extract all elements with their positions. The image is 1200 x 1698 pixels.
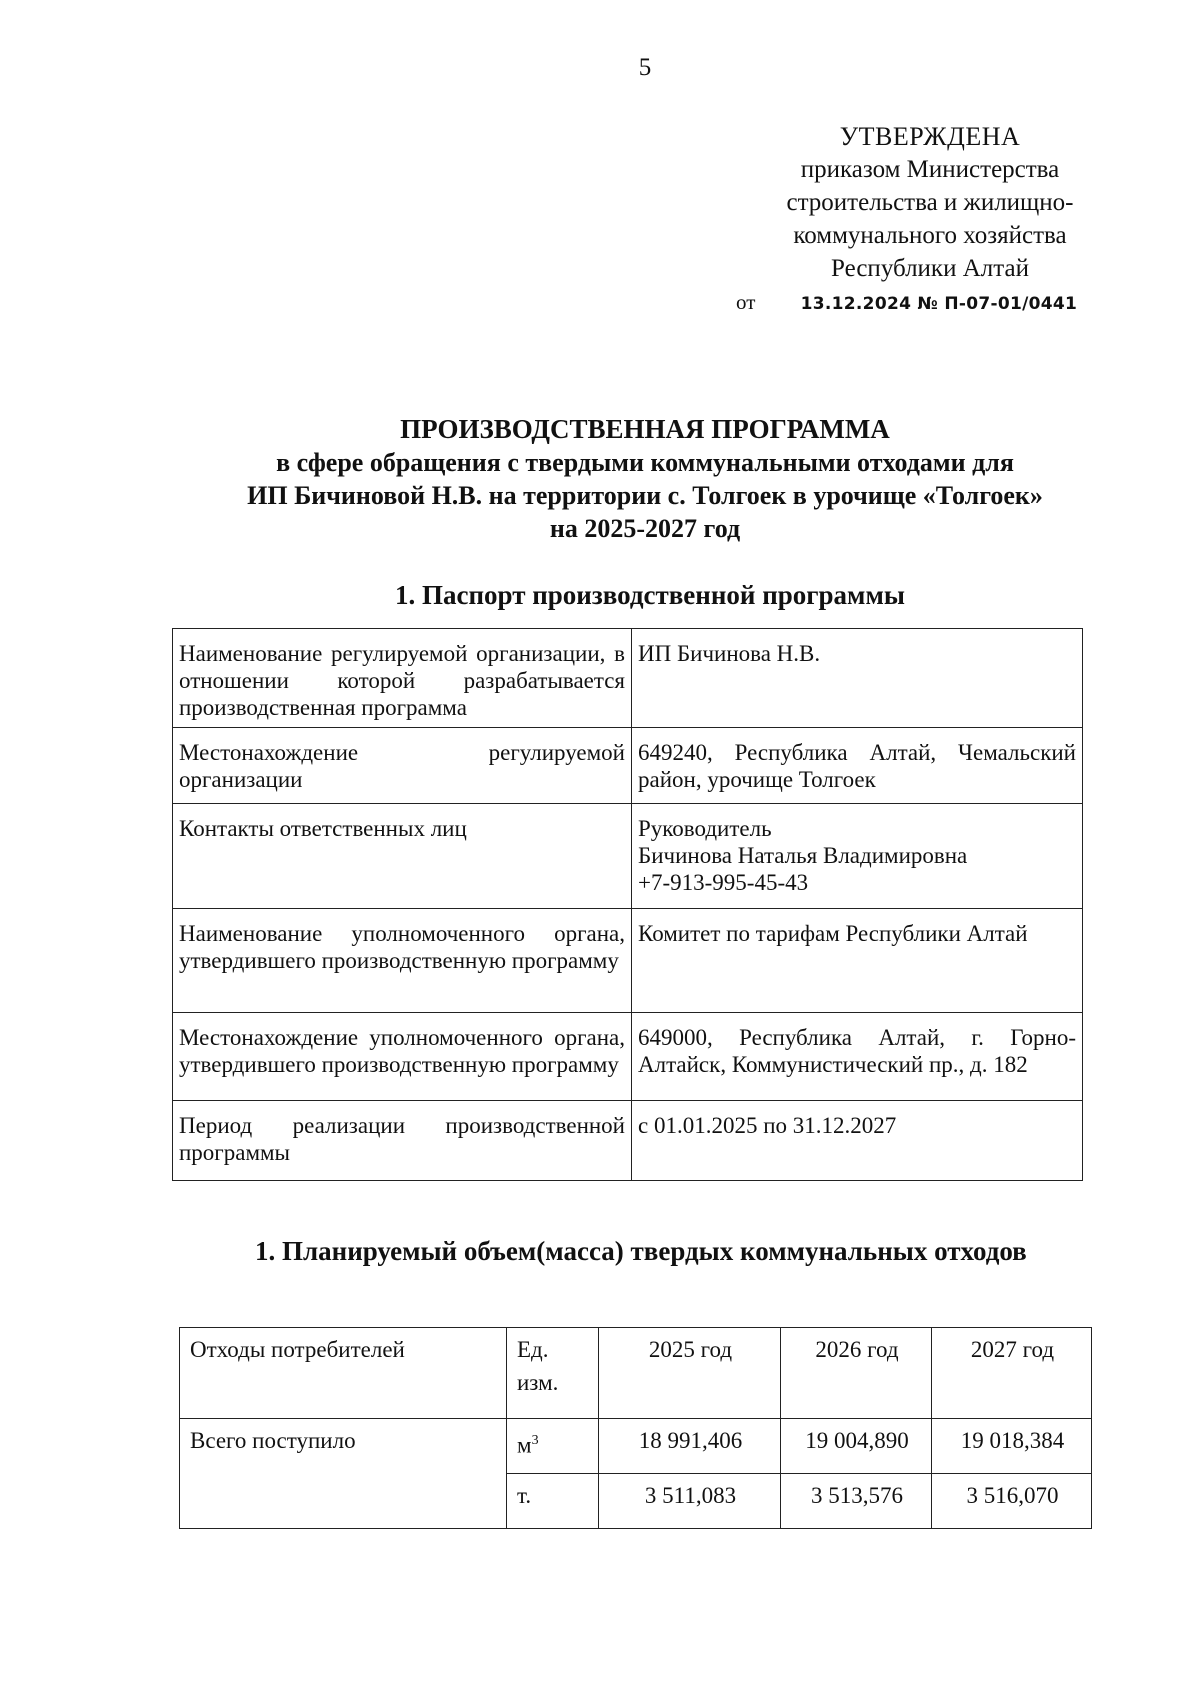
passport-value [632, 629, 1083, 728]
header-unit-line: изм. [517, 1370, 559, 1395]
unit-cell [507, 1474, 599, 1529]
row-label: Всего поступило [180, 1419, 507, 1529]
section-heading-passport: 1. Паспорт производственной программы [395, 580, 905, 610]
header-unit [507, 1328, 599, 1419]
value-line: 649240, Республика Алтай, Чемальский район, урочище Толгоек [638, 740, 1076, 792]
value-2025: 18 991,406 [599, 1419, 781, 1474]
table-row [173, 629, 1083, 728]
value-line: Комитет по тарифам Республики Алтай [638, 921, 1028, 946]
approval-heading: УТВЕРЖДЕНА [839, 122, 1021, 151]
unit-cell [507, 1419, 599, 1474]
document-title [180, 413, 1110, 545]
passport-value [632, 909, 1083, 1013]
value-line: +7-913-995-45-43 [638, 870, 809, 895]
passport-value [632, 1101, 1083, 1181]
passport-label: Местонахождение регулируемой организации [173, 728, 632, 804]
value-line: Бичинова Наталья Владимировна [638, 843, 968, 868]
table-row [173, 728, 1083, 804]
passport-value [632, 1013, 1083, 1101]
passport-value [632, 728, 1083, 804]
value-2027: 19 018,384 [932, 1419, 1092, 1474]
approval-line: коммунального хозяйства [793, 222, 1067, 249]
header-2025: 2025 год [599, 1328, 781, 1419]
approval-date-number: 13.12.2024 № П-07-01/0441 [800, 294, 1078, 314]
passport-label: Наименование уполномоченного органа, утвердившего производственную программу [173, 909, 632, 1013]
passport-label: Местонахождение уполномоченного органа, утвердившего производственную программу [173, 1013, 632, 1101]
value-2027: 3 516,070 [932, 1474, 1092, 1529]
table-row [173, 1101, 1083, 1181]
unit-superscript: 3 [531, 1433, 539, 1448]
value-line: с 01.01.2025 по 31.12.2027 [638, 1113, 897, 1138]
table-row [173, 1013, 1083, 1101]
table-row [173, 804, 1083, 909]
section-heading-volume: 1. Планируемый объем(масса) твердых коммунальных отходов [255, 1236, 1027, 1266]
unit-text: м [517, 1432, 532, 1458]
approval-line: приказом Министерства [800, 156, 1060, 183]
table-row [173, 909, 1083, 1013]
value-2026: 3 513,576 [781, 1474, 932, 1529]
value-2026: 19 004,890 [781, 1419, 932, 1474]
title-line-1: ПРОИЗВОДСТВЕННАЯ ПРОГРАММА [400, 414, 890, 444]
value-line: ИП Бичинова Н.В. [638, 641, 821, 666]
value-line: 649000, Республика Алтай, г. Горно-Алтайск, Коммунистический пр., д. 182 [638, 1025, 1076, 1077]
unit-text: т. [517, 1483, 532, 1508]
approval-date-prefix: от [736, 290, 756, 314]
volume-table [179, 1327, 1092, 1529]
table-header-row [180, 1328, 1092, 1419]
passport-label: Контакты ответственных лиц [173, 804, 632, 909]
title-line-2: в сфере обращения с твердыми коммунальными отходами для [276, 448, 1014, 477]
approval-line: строительства и жилищно- [786, 189, 1074, 216]
passport-value [632, 804, 1083, 909]
table-row [180, 1419, 1092, 1474]
approval-block [740, 120, 1120, 285]
passport-label: Период реализации производственной программы [173, 1101, 632, 1181]
approval-date-row [736, 290, 1077, 315]
title-line-3: ИП Бичиновой Н.В. на территории с. Толгоек в урочище «Толгоек» [247, 481, 1043, 510]
passport-label: Наименование регулируемой организации, в отношении которой разрабатывается производственная программа [173, 629, 632, 728]
page-number: 5 [638, 54, 652, 81]
passport-table [172, 628, 1083, 1181]
value-line: Руководитель [638, 816, 772, 841]
header-2027: 2027 год [932, 1328, 1092, 1419]
header-unit-line: Ед. [517, 1337, 549, 1362]
title-line-4: на 2025-2027 год [549, 514, 741, 543]
header-waste: Отходы потребителей [180, 1328, 507, 1419]
approval-line: Республики Алтай [831, 255, 1029, 282]
header-2026: 2026 год [781, 1328, 932, 1419]
value-2025: 3 511,083 [599, 1474, 781, 1529]
